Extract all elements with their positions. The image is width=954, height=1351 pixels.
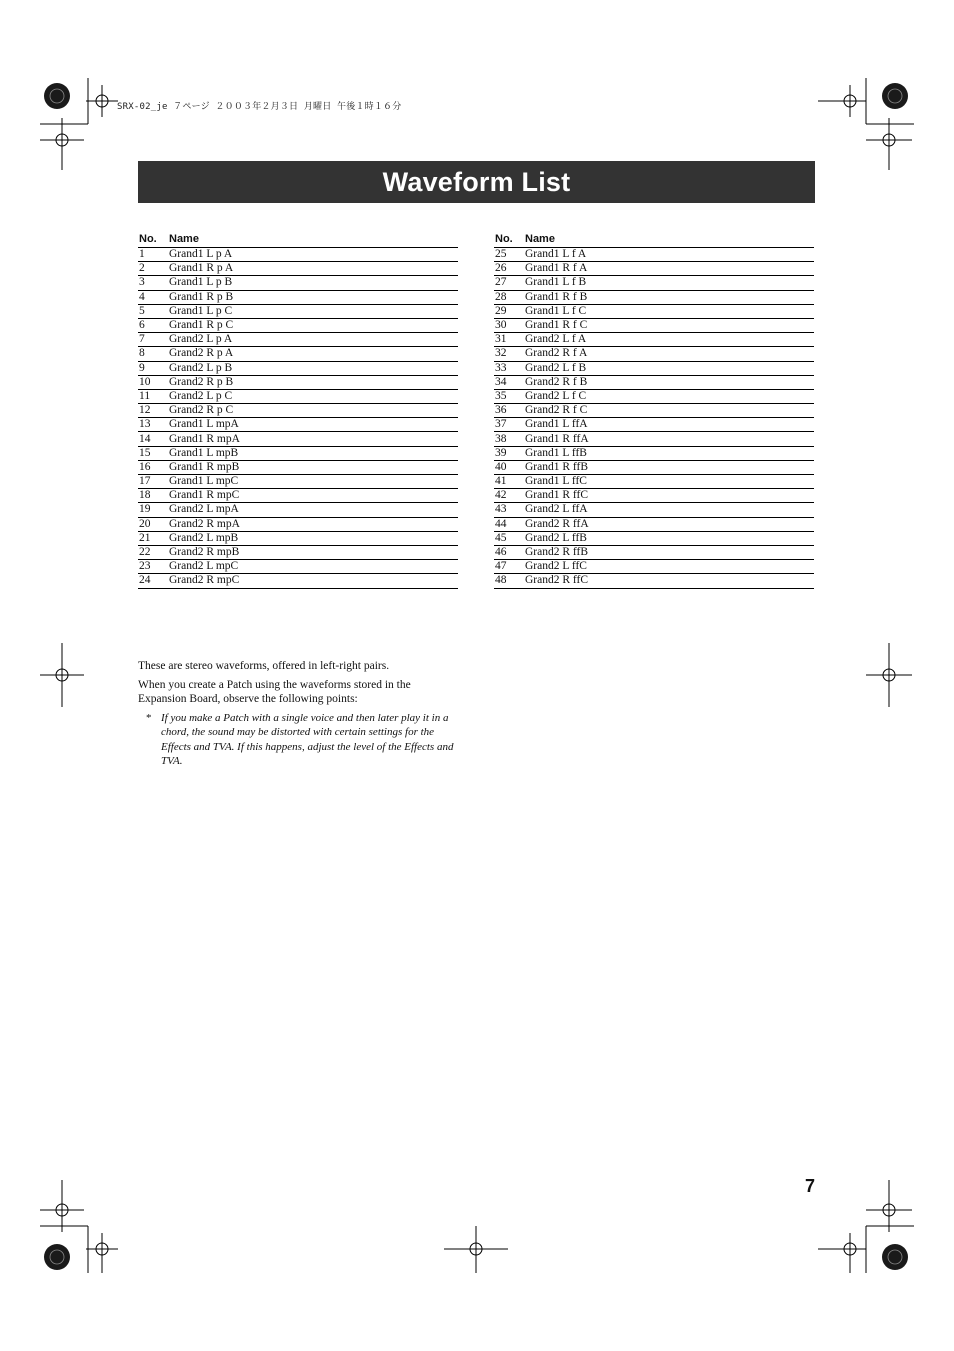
waveform-number: 38 — [494, 432, 525, 446]
column-header-no: No. — [494, 233, 525, 248]
waveform-number: 43 — [494, 503, 525, 517]
waveform-number: 36 — [494, 404, 525, 418]
waveform-name: Grand1 L f C — [525, 304, 814, 318]
waveform-number: 29 — [494, 304, 525, 318]
column-header-name: Name — [525, 233, 814, 248]
waveform-name: Grand2 L mpC — [169, 560, 458, 574]
notes-body: When you create a Patch using the waveforms stored in the Expansion Board, observe the following points: — [138, 679, 411, 705]
waveform-name: Grand1 L f B — [525, 276, 814, 290]
waveform-number: 22 — [138, 545, 169, 559]
waveform-number: 2 — [138, 262, 169, 276]
waveform-name: Grand1 R f A — [525, 262, 814, 276]
waveform-number: 44 — [494, 517, 525, 531]
waveform-number: 35 — [494, 389, 525, 403]
waveform-name: Grand2 R f C — [525, 404, 814, 418]
waveform-number: 23 — [138, 560, 169, 574]
waveform-number: 26 — [494, 262, 525, 276]
waveform-name: Grand2 R mpB — [169, 545, 458, 559]
waveform-name: Grand1 R ffA — [525, 432, 814, 446]
waveform-number: 9 — [138, 361, 169, 375]
waveform-name: Grand2 L p A — [169, 333, 458, 347]
waveform-name: Grand2 L ffA — [525, 503, 814, 517]
waveform-number: 15 — [138, 446, 169, 460]
notes-intro: These are stereo waveforms, offered in left-right pairs. — [138, 660, 390, 672]
waveform-name: Grand1 R ffB — [525, 460, 814, 474]
waveform-number: 34 — [494, 375, 525, 389]
waveform-name: Grand1 R p C — [169, 318, 458, 332]
waveform-number: 33 — [494, 361, 525, 375]
waveform-number: 20 — [138, 517, 169, 531]
crosshair-icon — [818, 85, 866, 117]
waveform-number: 12 — [138, 404, 169, 418]
waveform-number: 7 — [138, 333, 169, 347]
waveform-number: 37 — [494, 418, 525, 432]
waveform-number: 24 — [138, 574, 169, 588]
registration-target-icon — [44, 1244, 70, 1270]
waveform-name: Grand1 R mpC — [169, 489, 458, 503]
waveform-number: 46 — [494, 545, 525, 559]
waveform-number: 45 — [494, 531, 525, 545]
waveform-number: 27 — [494, 276, 525, 290]
waveform-number: 39 — [494, 446, 525, 460]
waveform-name: Grand2 R ffA — [525, 517, 814, 531]
waveform-number: 47 — [494, 560, 525, 574]
waveform-name: Grand1 R p A — [169, 262, 458, 276]
waveform-name: Grand1 R mpA — [169, 432, 458, 446]
registration-target-icon — [882, 83, 908, 109]
waveform-name: Grand2 L p B — [169, 361, 458, 375]
waveform-name: Grand1 L ffB — [525, 446, 814, 460]
waveform-name: Grand1 L mpC — [169, 475, 458, 489]
waveform-name: Grand2 R f A — [525, 347, 814, 361]
waveform-name: Grand2 L ffB — [525, 531, 814, 545]
crosshair-icon — [866, 643, 912, 707]
waveform-name: Grand2 R f B — [525, 375, 814, 389]
waveform-number: 11 — [138, 389, 169, 403]
waveform-name: Grand1 R f C — [525, 318, 814, 332]
waveform-name: Grand2 R mpA — [169, 517, 458, 531]
waveform-name: Grand1 R p B — [169, 290, 458, 304]
waveform-name: Grand2 R p B — [169, 375, 458, 389]
crosshair-icon — [866, 1180, 912, 1232]
note-bullet-text: If you make a Patch with a single voice and then later play it in a chord, the sound may be distorted with certain settings for the Effects and TVA. If this happens, adjust the level of the Effects and TVA. — [161, 712, 454, 767]
column-header-name: Name — [169, 233, 458, 248]
waveform-name: Grand1 L p B — [169, 276, 458, 290]
waveform-name: Grand1 L f A — [525, 248, 814, 262]
waveform-name: Grand2 L mpB — [169, 531, 458, 545]
crosshair-icon — [444, 1226, 508, 1273]
waveform-number: 13 — [138, 418, 169, 432]
waveform-name: Grand1 L mpA — [169, 418, 458, 432]
waveform-number: 3 — [138, 276, 169, 290]
waveform-name: Grand2 L p C — [169, 389, 458, 403]
crosshair-icon — [40, 643, 84, 707]
waveform-number: 6 — [138, 318, 169, 332]
waveform-name: Grand2 R p C — [169, 404, 458, 418]
crosshair-icon — [866, 118, 912, 170]
waveform-number: 25 — [494, 248, 525, 262]
waveform-name: Grand2 L mpA — [169, 503, 458, 517]
waveform-name: Grand1 R ffC — [525, 489, 814, 503]
waveform-name: Grand2 R ffC — [525, 574, 814, 588]
waveform-name: Grand2 R mpC — [169, 574, 458, 588]
waveform-number: 19 — [138, 503, 169, 517]
print-header-meta: SRX-02_je ７ページ ２００３年２月３日 月曜日 午後１時１６分 — [117, 102, 402, 112]
registration-target-icon — [882, 1244, 908, 1270]
registration-target-icon — [44, 83, 70, 109]
crosshair-icon — [40, 118, 84, 170]
waveform-number: 18 — [138, 489, 169, 503]
waveform-number: 21 — [138, 531, 169, 545]
crosshair-icon — [40, 1180, 84, 1232]
waveform-number: 4 — [138, 290, 169, 304]
waveform-number: 10 — [138, 375, 169, 389]
crosshair-icon — [86, 85, 118, 117]
note-bullet-mark: * — [146, 712, 152, 724]
waveform-name: Grand1 L mpB — [169, 446, 458, 460]
column-header-no: No. — [138, 233, 169, 248]
waveform-number: 28 — [494, 290, 525, 304]
waveform-number: 8 — [138, 347, 169, 361]
waveform-number: 5 — [138, 304, 169, 318]
waveform-name: Grand2 L ffC — [525, 560, 814, 574]
waveform-number: 30 — [494, 318, 525, 332]
waveform-name: Grand2 L f B — [525, 361, 814, 375]
waveform-name: Grand1 L ffA — [525, 418, 814, 432]
waveform-name: Grand2 L f A — [525, 333, 814, 347]
page-number: 7 — [804, 1176, 815, 1196]
waveform-name: Grand2 R ffB — [525, 545, 814, 559]
waveform-name: Grand1 L p A — [169, 248, 458, 262]
waveform-name: Grand1 L p C — [169, 304, 458, 318]
waveform-name: Grand1 L ffC — [525, 475, 814, 489]
waveform-name: Grand1 R f B — [525, 290, 814, 304]
waveform-number: 16 — [138, 460, 169, 474]
waveform-number: 48 — [494, 574, 525, 588]
waveform-number: 32 — [494, 347, 525, 361]
waveform-number: 42 — [494, 489, 525, 503]
waveform-number: 1 — [138, 248, 169, 262]
waveform-name: Grand2 R p A — [169, 347, 458, 361]
crosshair-icon — [86, 1233, 118, 1273]
waveform-number: 40 — [494, 460, 525, 474]
crosshair-icon — [818, 1233, 866, 1273]
waveform-number: 14 — [138, 432, 169, 446]
waveform-name: Grand1 R mpB — [169, 460, 458, 474]
waveform-name: Grand2 L f C — [525, 389, 814, 403]
waveform-number: 31 — [494, 333, 525, 347]
waveform-number: 17 — [138, 475, 169, 489]
waveform-number: 41 — [494, 475, 525, 489]
page-title: Waveform List — [382, 167, 571, 197]
